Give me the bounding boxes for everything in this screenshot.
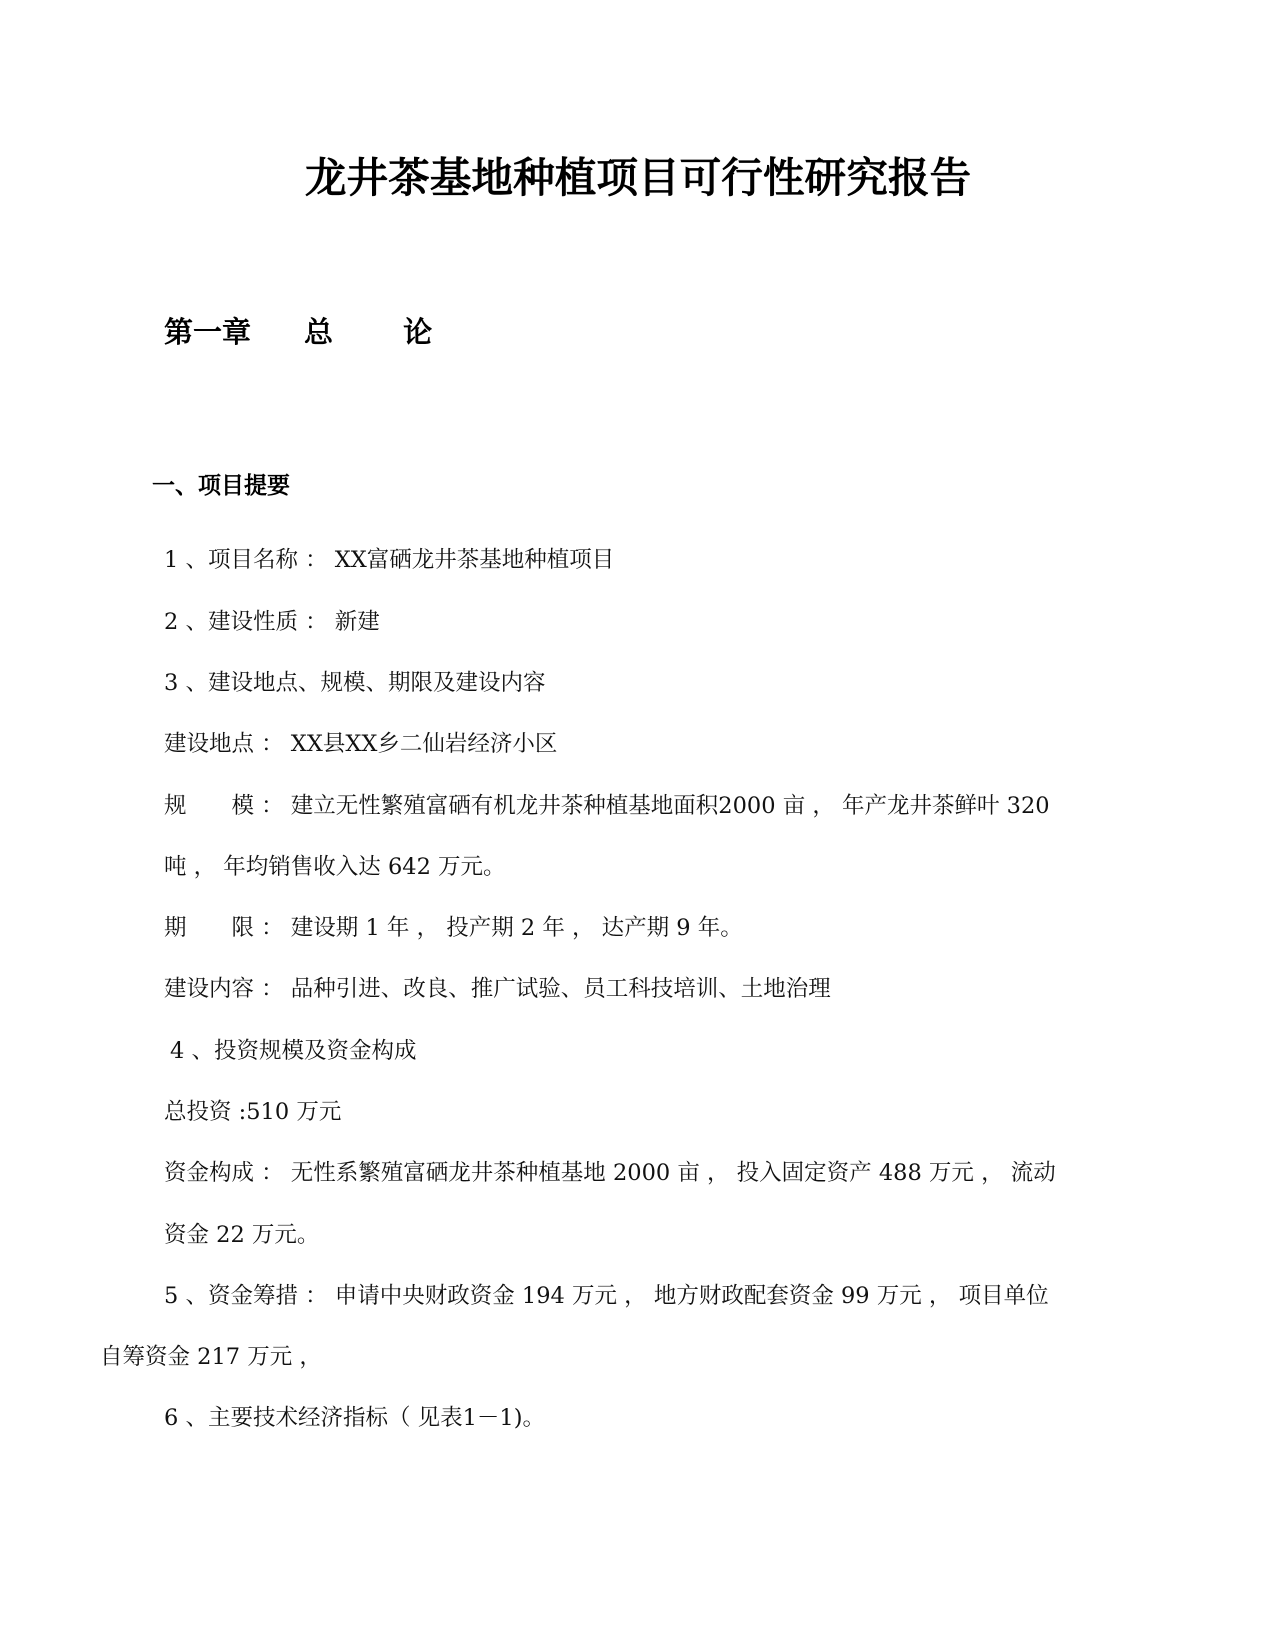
item-scale <box>164 790 1050 822</box>
item-capital-structure-continued <box>164 1219 319 1251</box>
line-text: 建设内容 ： 品种引进、改良、推广试验、员工科技培训、土地治理 <box>164 976 831 1002</box>
chapter-number: 第一章 <box>164 315 252 349</box>
line-text: 6 、主要技术经济指标（ 见表1－1)。 <box>164 1405 546 1431</box>
item-funding-continued <box>100 1341 322 1373</box>
line-text: 5 、资金筹措 ： 申请中央财政资金 194 万元 ， 地方财政配套资金 99 万元 ， 项目单位 <box>164 1283 1049 1309</box>
line-text: 总投资 :510 万元 <box>164 1099 342 1125</box>
line-text: 资金 22 万元。 <box>164 1222 320 1248</box>
line-text: 3 、建设地点、规模、期限及建设内容 <box>164 670 546 696</box>
item-construction-nature <box>164 606 380 638</box>
item-period <box>164 912 743 944</box>
line-text: 建设地点 ： XX县XX乡二仙岩经济小区 <box>164 731 558 757</box>
line-text: 期 限 ： 建设期 1 年 ， 投产期 2 年 ， 达产期 9 年。 <box>164 915 743 941</box>
item-location-scale-heading <box>164 667 545 699</box>
item-location <box>164 728 557 760</box>
item-investment-heading <box>170 1035 416 1067</box>
chapter-heading <box>164 312 462 352</box>
item-funding <box>164 1280 1049 1312</box>
item-total-investment <box>164 1096 341 1128</box>
line-text: 1 、项目名称 ： XX富硒龙井茶基地种植项目 <box>164 547 615 573</box>
item-construction-content <box>164 973 831 1005</box>
line-text: 4 、投资规模及资金构成 <box>170 1038 417 1064</box>
chapter-name: 总 论 <box>304 315 463 349</box>
line-text: 吨 ， 年均销售收入达 642 万元。 <box>164 854 506 880</box>
section-heading: 一、项目提要 <box>152 473 290 499</box>
line-text: 2 、建设性质 ： 新建 <box>164 609 380 635</box>
item-project-name <box>164 544 614 576</box>
line-text: 规 模 ： 建立无性繁殖富硒有机龙井茶种植基地面积2000 亩 ， 年产龙井茶鲜叶 320 <box>164 793 1050 819</box>
item-scale-continued <box>164 851 506 883</box>
item-key-indicators <box>164 1402 545 1434</box>
document-title: 龙井茶基地种植项目可行性研究报告 <box>304 153 972 202</box>
line-text: 资金构成 ： 无性系繁殖富硒龙井茶种植基地 2000 亩 ， 投入固定资产 488 万元 ， 流动 <box>164 1160 1056 1186</box>
line-text: 自筹资金 217 万元 ， <box>100 1344 322 1370</box>
item-capital-structure <box>164 1157 1056 1189</box>
